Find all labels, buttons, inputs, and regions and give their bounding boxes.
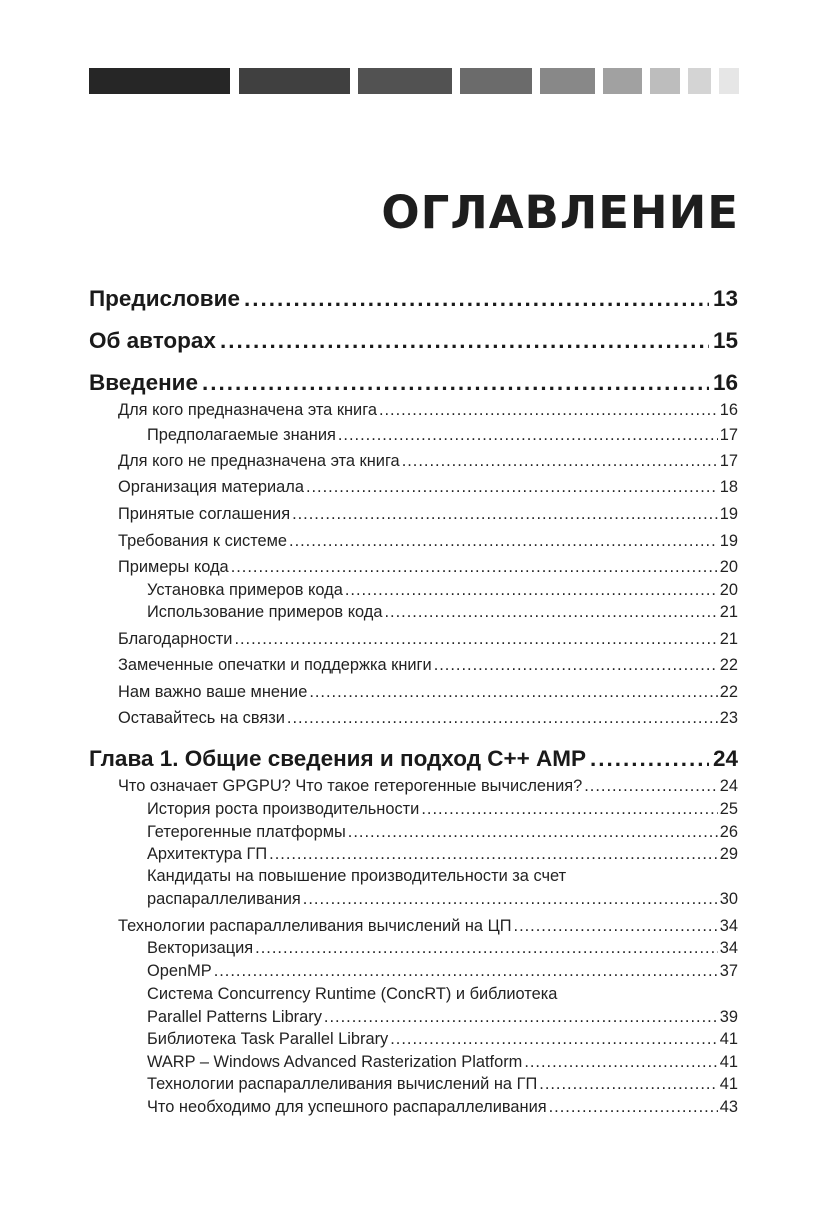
toc-entry-page: 41 <box>719 1075 738 1093</box>
toc-entry-label-first-line[interactable]: Система Concurrency Runtime (ConcRT) и библиотека <box>147 985 558 1003</box>
toc-entry-label: Использование примеров кода <box>147 603 383 621</box>
dot-leader <box>202 370 709 396</box>
toc-entry-label: Примеры кода <box>118 558 229 576</box>
toc-entry-label: История роста производительности <box>147 800 420 818</box>
dot-leader <box>385 603 718 622</box>
dot-leader <box>514 917 718 936</box>
header-bar-segment <box>540 68 595 94</box>
toc-entry-label: Предполагаемые знания <box>147 426 336 444</box>
toc-entry-label: Технологии распараллеливания вычислений на ЦП <box>118 917 512 935</box>
toc-entry[interactable] <box>147 581 738 600</box>
toc-entry-page: 20 <box>719 581 738 599</box>
toc-entry[interactable] <box>118 558 738 577</box>
header-bar-strip <box>89 68 739 94</box>
toc-entry-label: Требования к системе <box>118 532 288 550</box>
dot-leader <box>338 426 718 445</box>
toc-entry[interactable] <box>147 845 738 864</box>
header-bar-segment <box>650 68 680 94</box>
dot-leader <box>434 656 718 675</box>
dot-leader <box>324 1008 718 1027</box>
dot-leader <box>289 532 718 551</box>
toc-entry[interactable] <box>147 823 738 842</box>
dot-leader <box>345 581 718 600</box>
dot-leader <box>255 939 718 958</box>
dot-leader <box>402 452 718 471</box>
dot-leader <box>524 1053 717 1072</box>
toc-entry[interactable] <box>147 1075 738 1094</box>
dot-leader <box>379 401 718 420</box>
toc-entry-page: 18 <box>719 478 738 496</box>
toc-entry-label: Организация материала <box>118 478 304 496</box>
toc-entry-page: 34 <box>719 939 738 957</box>
toc-entry[interactable] <box>118 505 738 524</box>
toc-entry-label: Глава 1. Общие сведения и подход С++ AMP <box>89 746 587 771</box>
toc-entry-label: Принятые соглашения <box>118 505 291 523</box>
toc-entry-label-first-line[interactable]: Кандидаты на повышение производительности за счет <box>147 867 567 885</box>
header-bar-segment <box>719 68 739 94</box>
toc-entry-chapter1[interactable] <box>89 746 738 772</box>
dot-leader <box>269 845 718 864</box>
toc-entry-page: 25 <box>719 800 738 818</box>
toc-entry-page: 29 <box>719 845 738 863</box>
header-bar-segment <box>603 68 642 94</box>
toc-entry-page: 24 <box>719 777 738 795</box>
toc-entry[interactable] <box>118 452 738 471</box>
header-bar-segment <box>239 68 350 94</box>
toc-entry-label: WARP – Windows Advanced Rasterization Platform <box>147 1053 523 1071</box>
dot-leader <box>539 1075 718 1094</box>
toc-entry-page: 39 <box>719 1008 738 1026</box>
toc-entry[interactable] <box>118 478 738 497</box>
toc-entry-page: 17 <box>719 452 738 470</box>
dot-leader <box>287 709 718 728</box>
page-title: ОГЛАВЛЕНИЕ <box>381 186 739 239</box>
toc-entry[interactable] <box>118 401 738 420</box>
toc-entry[interactable] <box>118 656 738 675</box>
toc-entry-page: 16 <box>712 370 738 395</box>
dot-leader <box>306 478 718 497</box>
toc-entry-label: Нам важно ваше мнение <box>118 683 308 701</box>
toc-entry[interactable] <box>147 426 738 445</box>
header-bar-segment <box>89 68 230 94</box>
toc-entry[interactable] <box>147 939 738 958</box>
toc-entry-page: 21 <box>719 630 738 648</box>
toc-entry-preface[interactable] <box>89 286 738 312</box>
toc-entry-label: Гетерогенные платформы <box>147 823 346 841</box>
dot-leader <box>244 286 709 312</box>
toc-entry-label: Технологии распараллеливания вычислений на ГП <box>147 1075 538 1093</box>
toc-entry[interactable] <box>118 683 738 702</box>
dot-leader <box>292 505 718 524</box>
toc-entry-page: 16 <box>719 401 738 419</box>
toc-entry-label: Векторизация <box>147 939 254 957</box>
toc-entry-page: 19 <box>719 505 738 523</box>
toc-entry-label: Оставайтесь на связи <box>118 709 285 727</box>
toc-entry-page: 43 <box>719 1098 738 1116</box>
dot-leader <box>421 800 717 819</box>
toc-entry[interactable] <box>118 709 738 728</box>
toc-entry-page: 34 <box>719 917 738 935</box>
dot-leader <box>390 1030 718 1049</box>
toc-entry[interactable] <box>147 1030 738 1049</box>
toc-entry-label: Установка примеров кода <box>147 581 343 599</box>
toc-entry-label: OpenMP <box>147 962 212 980</box>
toc-entry-page: 17 <box>719 426 738 444</box>
toc-entry-label: Замеченные опечатки и поддержка книги <box>118 656 432 674</box>
dot-leader <box>231 558 718 577</box>
header-bar-segment <box>358 68 452 94</box>
toc-entry[interactable] <box>147 1098 738 1117</box>
toc-entry[interactable] <box>147 1053 738 1072</box>
toc-entry-page: 41 <box>719 1053 738 1071</box>
dot-leader <box>303 890 718 909</box>
toc-entry-label: Введение <box>89 370 199 395</box>
dot-leader <box>220 328 709 354</box>
toc-entry-page: 21 <box>719 603 738 621</box>
toc-entry-page: 24 <box>712 746 738 771</box>
toc-entry-label: Что означает GPGPU? Что такое гетерогенные вычисления? <box>118 777 583 795</box>
toc-entry-page: 23 <box>719 709 738 727</box>
dot-leader <box>309 683 717 702</box>
toc-entry[interactable] <box>118 917 738 936</box>
toc-entry-label: Для кого не предназначена эта книга <box>118 452 400 470</box>
header-bar-segment <box>688 68 711 94</box>
toc-entry-page: 26 <box>719 823 738 841</box>
toc-entry-label: Архитектура ГП <box>147 845 268 863</box>
toc-entry-page: 13 <box>712 286 738 311</box>
toc-entry-label: Благодарности <box>118 630 233 648</box>
header-bar-segment <box>460 68 532 94</box>
dot-leader <box>214 962 718 981</box>
toc-entry[interactable] <box>118 777 738 796</box>
dot-leader <box>549 1098 718 1117</box>
toc-entry[interactable] <box>118 532 738 551</box>
toc-entry-page: 30 <box>719 890 738 908</box>
toc-entry[interactable] <box>147 603 738 622</box>
toc-entry-page: 37 <box>719 962 738 980</box>
toc-entry-label: распараллеливания <box>147 890 301 908</box>
toc-entry-label: Parallel Patterns Library <box>147 1008 322 1026</box>
toc-entry[interactable] <box>118 630 738 649</box>
dot-leader <box>348 823 718 842</box>
toc-entry-page: 22 <box>719 683 738 701</box>
toc-entry[interactable] <box>147 962 738 981</box>
toc-entry[interactable] <box>147 800 738 819</box>
toc-entry-page: 20 <box>719 558 738 576</box>
toc-entry-page: 19 <box>719 532 738 550</box>
toc-entry-authors[interactable] <box>89 328 738 354</box>
toc-entry-label: Библиотека Task Parallel Library <box>147 1030 389 1048</box>
dot-leader <box>234 630 717 649</box>
toc-entry-page: 15 <box>712 328 738 353</box>
dot-leader <box>584 777 718 796</box>
toc-entry-page: 22 <box>719 656 738 674</box>
toc-entry[interactable] <box>147 1008 738 1027</box>
toc-entry[interactable] <box>147 890 738 909</box>
toc-entry-label: Для кого предназначена эта книга <box>118 401 377 419</box>
toc-entry-page: 41 <box>719 1030 738 1048</box>
toc-entry-label: Об авторах <box>89 328 216 353</box>
toc-entry-intro[interactable] <box>89 370 738 396</box>
dot-leader <box>590 746 709 772</box>
toc-entry-label: Что необходимо для успешного распараллеливания <box>147 1098 547 1116</box>
toc-entry-label: Предисловие <box>89 286 240 311</box>
